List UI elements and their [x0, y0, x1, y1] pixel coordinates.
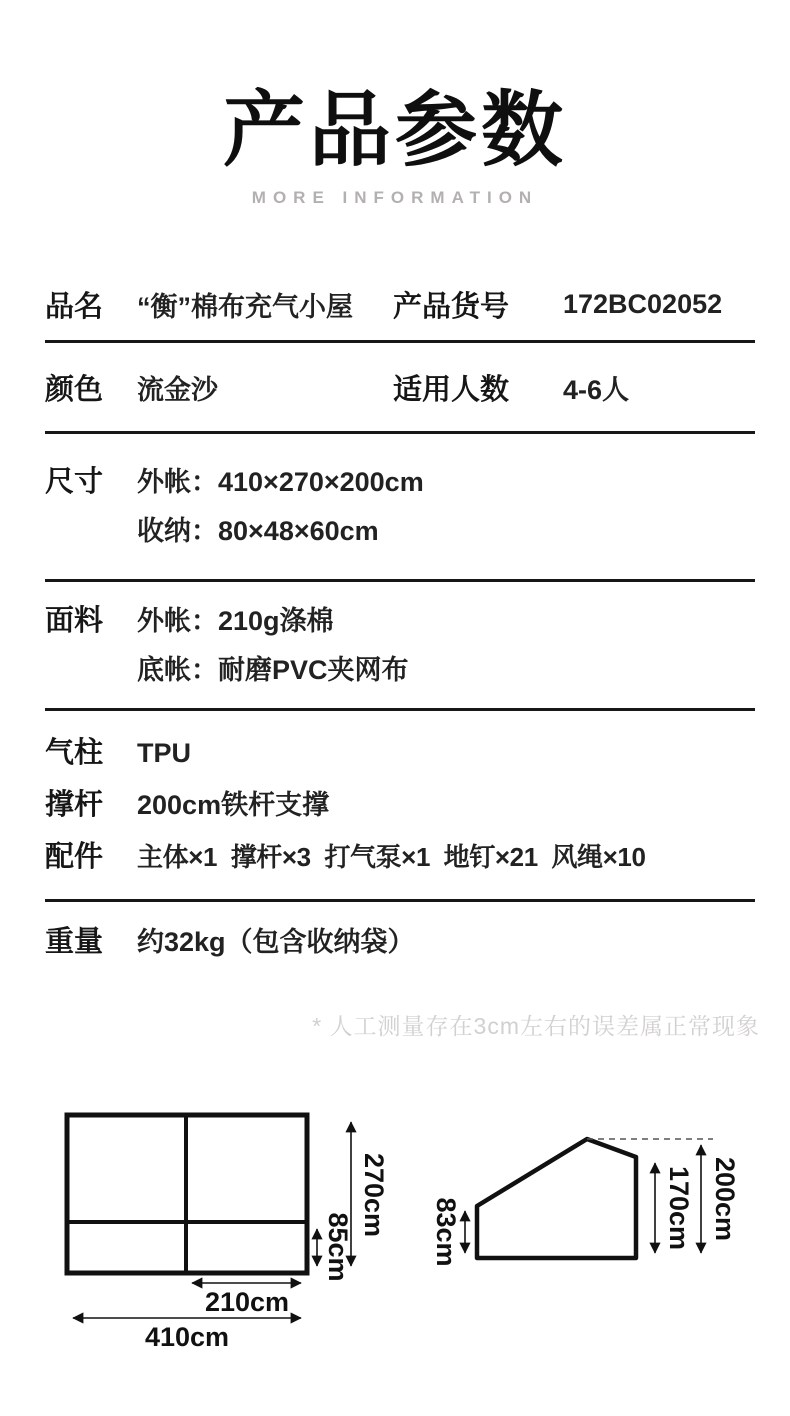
- value-size-outer: 外帐：410×270×200cm: [137, 467, 424, 497]
- wall-height-label: 170cm: [663, 1165, 694, 1251]
- spec-row-color-capacity: [45, 343, 755, 434]
- floor-depth-label: 270cm: [358, 1152, 389, 1238]
- value-fabric-outer: 外帐：210g涤棉: [137, 606, 334, 636]
- spec-row-structure: [45, 711, 755, 902]
- door-height-label: 83cm: [430, 1197, 461, 1267]
- label-capacity: 适用人数: [393, 373, 510, 406]
- label-fabric: 面料: [45, 605, 104, 637]
- floor-plan-diagram: [40, 1095, 400, 1370]
- spec-row-fabric: [45, 582, 755, 711]
- floor-plan-outline: [67, 1115, 307, 1273]
- spec-row-name-sku: [45, 268, 755, 343]
- label-color: 颜色: [45, 373, 104, 406]
- side-profile-diagram: [420, 1095, 760, 1295]
- label-size: 尺寸: [45, 466, 104, 498]
- value-fabric: [137, 597, 755, 695]
- spec-row-weight: [45, 902, 755, 977]
- label-product-name: 品名: [45, 290, 104, 323]
- floor-half-width-label: 210cm: [204, 1287, 290, 1317]
- value-size-packed: 收纳：80×48×60cm: [137, 516, 379, 546]
- peak-height-label: 200cm: [709, 1156, 740, 1242]
- page-header: [0, 85, 790, 208]
- value-product-name: “衡”棉布充气小屋: [137, 291, 353, 322]
- label-air-pole: 气柱: [45, 737, 104, 769]
- value-fabric-floor: 底帐：耐磨PVC夹网布: [137, 655, 409, 685]
- value-air-pole: TPU: [137, 738, 191, 768]
- page-subtitle: MORE INFORMATION: [251, 188, 539, 208]
- value-size: [137, 458, 755, 556]
- label-accessories: 配件: [45, 841, 104, 873]
- spec-subrow-support-pole: [45, 779, 755, 831]
- floor-porch-depth-label: 85cm: [322, 1212, 353, 1282]
- label-product-sku: 产品货号: [393, 290, 510, 323]
- spec-subrow-accessories: [45, 831, 755, 883]
- value-weight: 约32kg（包含收纳袋）: [137, 927, 415, 957]
- label-weight: 重量: [45, 926, 104, 958]
- floor-width-label: 410cm: [144, 1322, 230, 1352]
- value-color: 流金沙: [137, 374, 218, 405]
- value-capacity: 4-6人: [563, 374, 630, 405]
- measurement-disclaimer: * 人工测量存在3cm左右的误差属正常现象: [312, 1013, 760, 1039]
- spec-subrow-air-pole: [45, 727, 755, 779]
- page-title: 产品参数: [222, 85, 567, 176]
- label-support-pole: 撑杆: [45, 789, 104, 821]
- value-product-sku: 172BC02052: [563, 288, 723, 319]
- value-accessories: 主体×1 撑杆×3 打气泵×1 地钉×21 风绳×10: [137, 842, 646, 872]
- spec-table: [45, 268, 755, 977]
- spec-row-size: [45, 434, 755, 582]
- value-support-pole: 200cm铁杆支撑: [137, 790, 330, 820]
